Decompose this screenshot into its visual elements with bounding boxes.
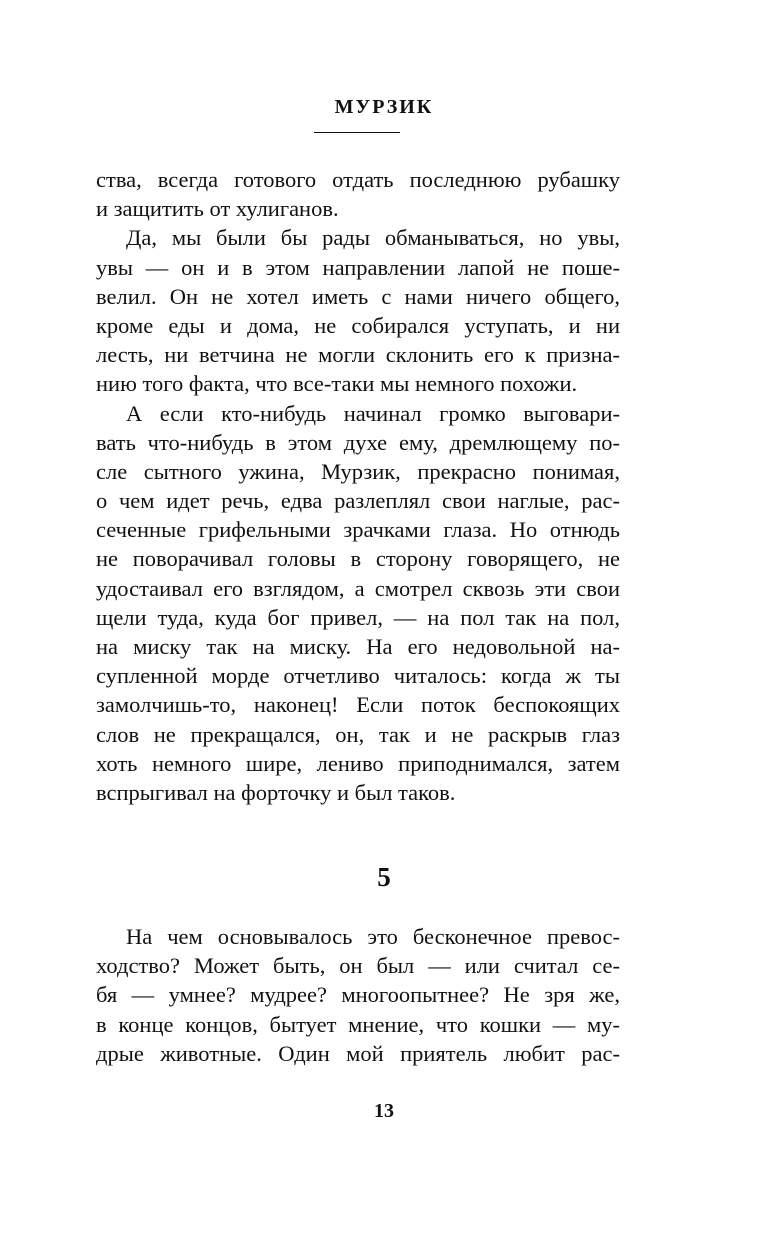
text-line: увы — он и в этом направлении лапой не поше- <box>96 254 620 280</box>
text-line: ства, всегда готового отдать последнюю рубашку <box>96 167 620 192</box>
text-line: о чем идет речь, едва разлеплял свои наглые, рас- <box>96 488 620 514</box>
text-line: А если кто-нибудь начинал громко выговари- <box>126 400 620 426</box>
text-line: вспрыгивал на форточку и был таков. <box>96 779 456 805</box>
text-line: сле сытного ужина, Мурзик, прекрасно понимая, <box>96 458 620 484</box>
text-line: нию того факта, что все-таки мы немного похожи. <box>96 371 578 397</box>
text-line: На чем основывалось это бесконечное превос- <box>126 924 620 949</box>
text-line: супленной морде отчетливо читалось: когда ж ты <box>96 663 620 689</box>
text-line: велил. Он не хотел иметь с нами ничего общего, <box>96 283 620 309</box>
text-line: хоть немного шире, лениво приподнимался, затем <box>96 750 620 776</box>
text-line: замолчишь-то, наконец! Если поток беспокоящих <box>96 692 620 718</box>
text-line: и защитить от хулиганов. <box>96 196 339 222</box>
text-line: дрые животные. Один мой приятель любит рас- <box>96 1040 620 1066</box>
text-line: удостаивал его взглядом, а смотрел сквозь эти свои <box>96 575 620 601</box>
running-head: МУРЗИК <box>334 96 434 118</box>
text-line: ходство? Может быть, он был — или считал се- <box>96 953 620 979</box>
text-line: слов не прекращался, он, так и не раскрыв глаз <box>96 721 620 747</box>
text-line: на миску так на миску. На его недовольной на- <box>96 634 620 659</box>
text-line: кроме еды и дома, не собирался уступать, и ни <box>96 312 620 338</box>
body-text-section-2 <box>96 922 620 1068</box>
chapter-number: 5 <box>377 862 391 892</box>
text-line: Да, мы были бы рады обманываться, но увы, <box>126 225 620 251</box>
text-line: щели туда, куда бог привел, — на пол так на пол, <box>96 604 620 630</box>
running-head-rule <box>314 132 400 133</box>
text-line: сеченные грифельными зрачками глаза. Но отнюдь <box>96 517 620 543</box>
text-line: лесть, ни ветчина не могли склонить его к призна- <box>96 342 620 368</box>
body-text-section-1 <box>96 165 620 807</box>
page-number: 13 <box>374 1100 394 1122</box>
text-line: в конце концов, бытует мнение, что кошки — му- <box>96 1011 620 1037</box>
text-line: бя — умнее? мудрее? многоопытнее? Не зря же, <box>96 982 620 1008</box>
text-line: не поворачивал головы в сторону говорящего, не <box>96 546 620 572</box>
text-line: вать что-нибудь в этом духе ему, дремлющему по- <box>96 429 620 455</box>
